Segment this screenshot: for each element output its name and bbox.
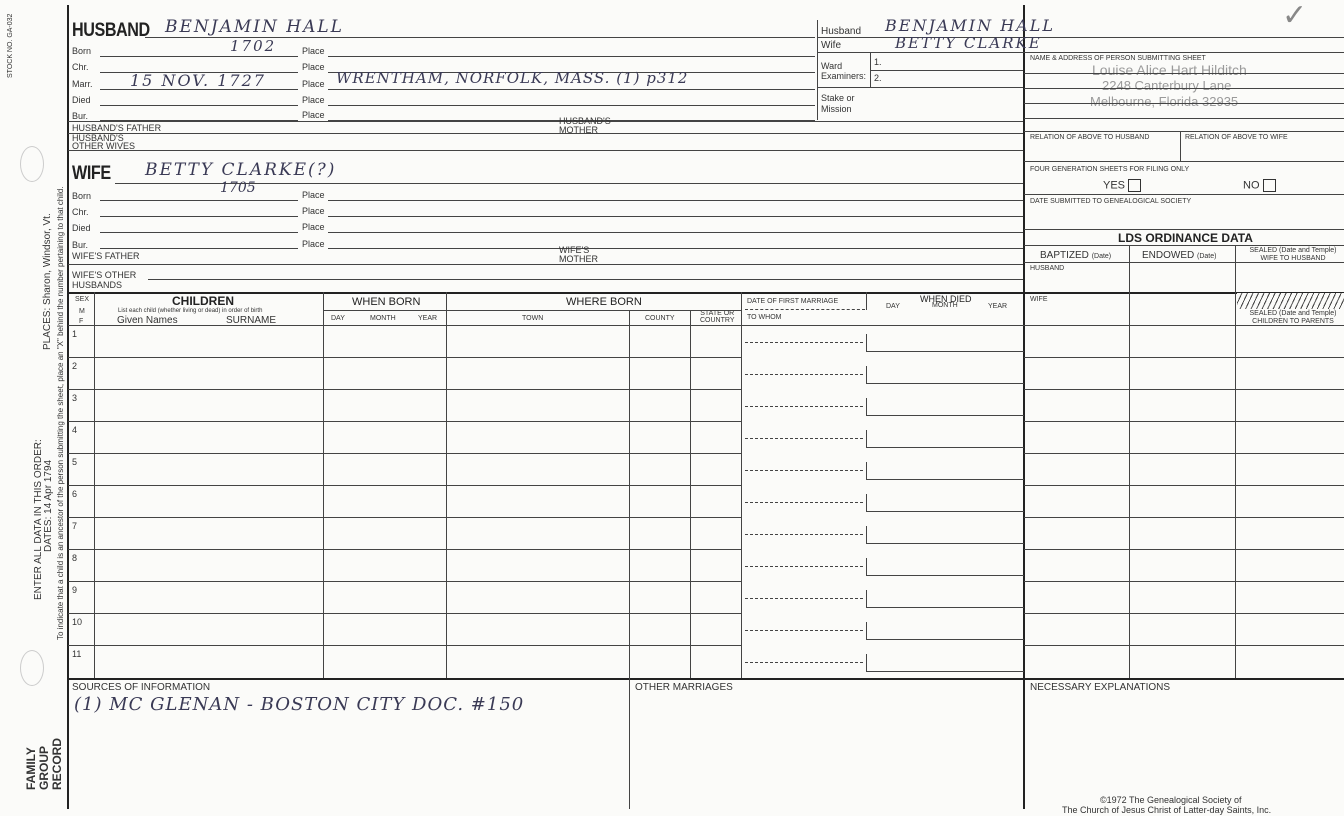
- binder-hole: [20, 650, 44, 686]
- submitter-city: Melbourne, Florida 32935: [1090, 94, 1239, 109]
- husband-name: BENJAMIN HALL: [165, 17, 344, 37]
- other-husbands-line: [148, 279, 1023, 280]
- row-line: [1024, 357, 1344, 358]
- baptized-header: BAPTIZED (Date): [1040, 250, 1112, 261]
- endowed-header: ENDOWED (Date): [1142, 250, 1217, 261]
- child-row-number: 11: [72, 649, 82, 659]
- submitter-street: 2248 Canterbury Lane: [1102, 78, 1232, 93]
- county-label: COUNTY: [645, 315, 675, 322]
- ward-label: Ward: [821, 61, 843, 71]
- child-row-number: 4: [72, 425, 78, 435]
- husband-born-year: 1702: [230, 37, 277, 55]
- row-line: [1024, 581, 1344, 582]
- bur-date-line: [100, 248, 298, 249]
- chr-place-line: [328, 216, 1023, 217]
- check-icon: ✓: [1282, 0, 1308, 32]
- divider: [68, 133, 1023, 134]
- divider: [870, 70, 1023, 71]
- divider: [1024, 88, 1344, 89]
- divider: [1024, 103, 1344, 104]
- wife-mother-label: WIFE'S MOTHER: [559, 245, 598, 264]
- examiner-1: 1.: [874, 57, 882, 67]
- divider: [818, 87, 1023, 88]
- born-label: Born: [72, 46, 92, 56]
- chr-label: Chr.: [72, 62, 89, 72]
- divider: [1024, 262, 1344, 263]
- place-label: Place: [302, 206, 325, 216]
- died-place-line: [328, 105, 815, 106]
- died-day-label: DAY: [886, 303, 900, 310]
- marriage-date-dash: [745, 534, 863, 535]
- divider: [68, 150, 1023, 151]
- first-marriage-label: DATE OF FIRST MARRIAGE: [747, 298, 839, 305]
- marriage-date: 15 NOV. 1727: [130, 71, 266, 90]
- divider: [1024, 194, 1344, 195]
- state-label: STATE OR COUNTRY: [700, 310, 735, 324]
- binder-hole: [20, 146, 44, 182]
- relation-husband-label: RELATION OF ABOVE TO HUSBAND: [1030, 134, 1150, 141]
- lds-husband-label: HUSBAND: [1030, 265, 1065, 272]
- child-row-number: 9: [72, 585, 78, 595]
- marr-place-line: [328, 89, 815, 90]
- divider: [1180, 131, 1181, 161]
- divider: [1024, 73, 1344, 74]
- divider: [68, 264, 1023, 265]
- death-date-field[interactable]: [866, 334, 1024, 352]
- child-row-number: 6: [72, 489, 78, 499]
- row-line: [1024, 517, 1344, 518]
- divider: [818, 52, 1344, 53]
- child-row-number: 5: [72, 457, 78, 467]
- death-date-field[interactable]: [866, 398, 1024, 416]
- born-label: Born: [72, 191, 92, 201]
- examiners-label: Examiners:: [821, 71, 867, 81]
- enter-all-note: ENTER ALL DATA IN THIS ORDER:: [33, 439, 44, 600]
- places-note: PLACES: Sharon, Windsor, Vt.: [42, 213, 53, 350]
- divider: [68, 678, 1344, 680]
- place-label: Place: [302, 239, 325, 249]
- death-date-field[interactable]: [866, 558, 1024, 576]
- marriage-date-dash: [745, 566, 863, 567]
- bur-label: Bur.: [72, 240, 89, 250]
- place-label: Place: [302, 46, 325, 56]
- when-born-label: WHEN BORN: [352, 296, 421, 308]
- divider: [1024, 245, 1344, 246]
- place-label: Place: [302, 110, 325, 120]
- rh-wife-name: BETTY CLARKE: [895, 34, 1042, 52]
- yes-option[interactable]: [1103, 179, 1141, 192]
- where-born-label: WHERE BORN: [566, 296, 642, 308]
- dates-note: DATES: 14 Apr 1794: [43, 459, 54, 552]
- sex-label: SEX: [75, 296, 90, 303]
- town-label: TOWN: [522, 315, 544, 322]
- day-label: DAY: [331, 315, 345, 322]
- husband-father-label: HUSBAND'S FATHER: [72, 123, 162, 133]
- death-date-field[interactable]: [866, 590, 1024, 608]
- rh-husband-label: Husband: [821, 26, 862, 37]
- stake-label: Stake or Mission: [821, 93, 855, 114]
- row-line: [68, 517, 741, 518]
- death-date-field[interactable]: [866, 366, 1024, 384]
- chr-date-line: [100, 216, 298, 217]
- chr-label: Chr.: [72, 207, 89, 217]
- stock-number: STOCK NO. GA-032: [7, 13, 14, 78]
- death-date-field[interactable]: [866, 654, 1024, 672]
- sealed-wife-header: SEALED (Date and Temple) WIFE TO HUSBAND: [1249, 247, 1337, 262]
- death-date-field[interactable]: [866, 462, 1024, 480]
- marriage-date-dash: [745, 374, 863, 375]
- hatched-area: [1237, 293, 1344, 309]
- wife-name: BETTY CLARKE(?): [145, 160, 337, 180]
- place-label: Place: [302, 190, 325, 200]
- submitter-name: Louise Alice Hart Hilditch: [1092, 62, 1247, 78]
- row-line: [1024, 421, 1344, 422]
- sources-text: (1) MC GLENAN - BOSTON CITY DOC. #150: [74, 694, 525, 715]
- death-date-field[interactable]: [866, 622, 1024, 640]
- child-row-number: 8: [72, 553, 78, 563]
- sources-label: SOURCES OF INFORMATION: [72, 682, 211, 693]
- dashed-line: [745, 309, 865, 310]
- divider: [1024, 118, 1344, 119]
- born-date-line: [100, 200, 298, 201]
- four-gen-label: FOUR GENERATION SHEETS FOR FILING ONLY: [1030, 166, 1190, 173]
- marriage-date-dash: [745, 438, 863, 439]
- born-place-line: [328, 56, 815, 57]
- divider: [1024, 161, 1344, 162]
- place-label: Place: [302, 79, 325, 89]
- marriage-date-dash: [745, 502, 863, 503]
- marriage-place: WRENTHAM, NORFOLK, MASS. (1) p312: [336, 69, 689, 87]
- col-line: [690, 310, 691, 678]
- row-line: [68, 485, 741, 486]
- husband-title: HUSBAND: [72, 20, 150, 41]
- row-line: [1024, 645, 1344, 646]
- date-submitted-label: DATE SUBMITTED TO GENEALOGICAL SOCIETY: [1030, 198, 1192, 205]
- husband-other-wives-label: HUSBAND'S OTHER WIVES: [72, 133, 136, 151]
- form-title-group: GROUP: [37, 745, 51, 790]
- bur-label: Bur.: [72, 111, 89, 121]
- left-border: [67, 5, 69, 809]
- lds-wife-label: WIFE: [1030, 296, 1048, 303]
- row-line: [68, 581, 741, 582]
- death-date-field[interactable]: [866, 430, 1024, 448]
- yes-label: YES: [1103, 179, 1126, 192]
- marr-label: Marr.: [72, 79, 93, 89]
- form-title-record: RECORD: [50, 737, 64, 790]
- born-place-line: [328, 200, 1023, 201]
- row-line: [68, 613, 741, 614]
- row-line: [68, 389, 741, 390]
- children-title: CHILDREN: [172, 294, 234, 308]
- wife-other-husbands-label: WIFE'S OTHER HUSBANDS: [72, 270, 137, 290]
- bur-place-line: [328, 248, 1023, 249]
- died-place-line: [328, 232, 1023, 233]
- born-date-line: [100, 56, 298, 57]
- col-line: [741, 292, 742, 678]
- row-line: [1024, 613, 1344, 614]
- ancestor-instruction: To indicate that a child is an ancestor of the person submitting the sheet, place an "X" behind the number pertaining to that child.: [56, 186, 65, 640]
- sex-m: M: [79, 308, 85, 315]
- year-label: YEAR: [418, 315, 438, 322]
- row-line: [1024, 549, 1344, 550]
- marriage-date-dash: [745, 342, 863, 343]
- wife-title: WIFE: [72, 163, 111, 184]
- sealed-children-header: SEALED (Date and Temple) CHILDREN TO PARENTS: [1249, 310, 1337, 325]
- copyright-line-1: ©1972 The Genealogical Society of: [1100, 795, 1242, 805]
- died-label: Died: [72, 95, 91, 105]
- rh-husband-name: BENJAMIN HALL: [885, 16, 1055, 35]
- row-line: [68, 549, 741, 550]
- submitter-label: NAME & ADDRESS OF PERSON SUBMITTING SHEET: [1030, 55, 1206, 62]
- divider: [68, 121, 1023, 122]
- examiner-2: 2.: [874, 73, 882, 83]
- died-label: Died: [72, 223, 91, 233]
- child-row-number: 2: [72, 361, 78, 371]
- surname-label: SURNAME: [226, 315, 277, 326]
- marriage-date-dash: [745, 406, 863, 407]
- relation-wife-label: RELATION OF ABOVE TO WIFE: [1185, 134, 1288, 141]
- lds-title: LDS ORDINANCE DATA: [1118, 231, 1253, 245]
- no-checkbox[interactable]: [1263, 179, 1276, 192]
- child-row-number: 7: [72, 521, 78, 531]
- row-line: [1024, 389, 1344, 390]
- marriage-date-dash: [745, 630, 863, 631]
- divider: [68, 292, 1344, 294]
- children-instruction: List each child (whether living or dead) in order of birth: [118, 308, 263, 314]
- divider: [68, 325, 1344, 326]
- sex-f: F: [79, 318, 84, 325]
- row-line: [68, 645, 741, 646]
- child-row-number: 10: [72, 617, 83, 627]
- death-date-field[interactable]: [866, 494, 1024, 512]
- divider: [629, 678, 630, 809]
- given-names-label: Given Names: [117, 315, 178, 326]
- other-marriages-label: OTHER MARRIAGES: [635, 682, 733, 693]
- died-date-line: [100, 105, 298, 106]
- died-month-label: MONTH: [932, 302, 958, 309]
- form-title-family: FAMILY: [24, 747, 38, 790]
- row-line: [1024, 453, 1344, 454]
- when-died-label: WHEN DIED: [920, 294, 972, 304]
- place-label: Place: [302, 222, 325, 232]
- copyright-line-2: The Church of Jesus Christ of Latter-day Saints, Inc.: [1062, 805, 1272, 815]
- place-label: Place: [302, 62, 325, 72]
- rh-wife-label: Wife: [821, 40, 841, 51]
- yes-checkbox[interactable]: [1128, 179, 1141, 192]
- row-line: [1024, 485, 1344, 486]
- death-date-field[interactable]: [866, 526, 1024, 544]
- row-line: [68, 421, 741, 422]
- husband-mother-label: HUSBAND'S MOTHER: [559, 116, 611, 135]
- to-whom-label: TO WHOM: [747, 314, 782, 321]
- wife-born-year: 1705: [220, 180, 256, 196]
- marriage-date-dash: [745, 662, 863, 663]
- col-line: [629, 310, 630, 678]
- marriage-date-dash: [745, 470, 863, 471]
- divider: [1024, 131, 1344, 132]
- col-line: [866, 292, 867, 310]
- place-label: Place: [302, 95, 325, 105]
- wife-father-label: WIFE'S FATHER: [72, 251, 140, 261]
- child-row-number: 1: [72, 329, 78, 339]
- child-row-number: 3: [72, 393, 78, 403]
- died-year-label: YEAR: [988, 303, 1008, 310]
- died-date-line: [100, 232, 298, 233]
- month-label: MONTH: [370, 315, 396, 322]
- row-line: [68, 357, 741, 358]
- divider: [323, 310, 741, 311]
- no-option[interactable]: [1243, 179, 1276, 192]
- divider: [817, 20, 818, 120]
- necessary-explanations-label: NECESSARY EXPLANATIONS: [1030, 682, 1171, 693]
- no-label: NO: [1243, 179, 1260, 192]
- marriage-date-dash: [745, 598, 863, 599]
- row-line: [68, 453, 741, 454]
- divider: [1024, 229, 1344, 230]
